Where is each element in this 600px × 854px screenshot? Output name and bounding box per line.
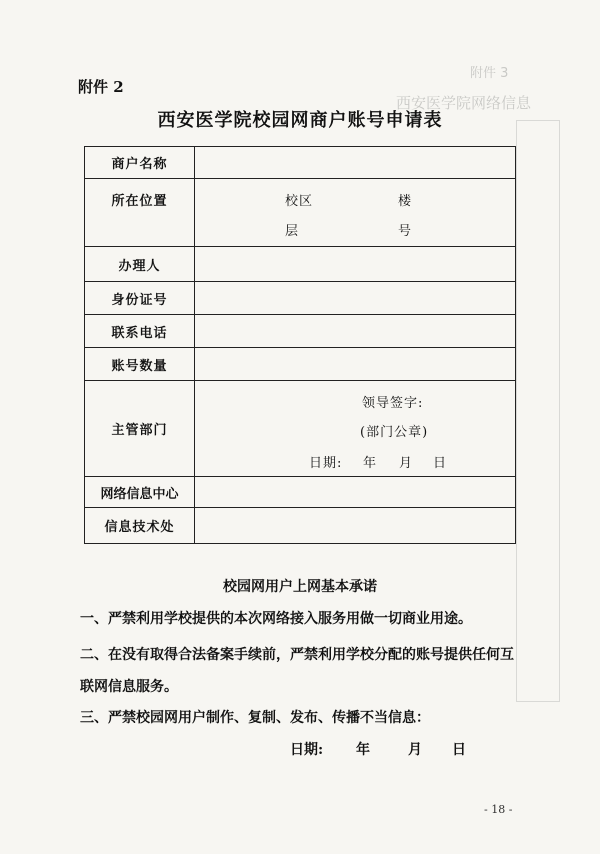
it-department-field[interactable] <box>195 508 516 544</box>
table-row <box>85 477 516 508</box>
page-title: 西安医学院校园网商户账号申请表 <box>157 110 443 131</box>
bleed-through-annex: 附件 3 <box>470 66 509 81</box>
application-form-table <box>84 146 516 544</box>
phone-field[interactable] <box>195 315 516 348</box>
signature-year-label: 年 <box>356 742 370 758</box>
handler-label: 办理人 <box>85 247 195 282</box>
department-label: 主管部门 <box>85 381 195 477</box>
building-label: 楼 <box>398 194 413 209</box>
account-count-label: 账号数量 <box>85 348 195 381</box>
annex-label: 附件 2 <box>78 78 124 96</box>
month-label: 月 <box>399 456 414 471</box>
date-label: 日期: <box>309 456 343 471</box>
floor-label: 层 <box>285 224 300 239</box>
location-field[interactable] <box>195 179 516 247</box>
table-row <box>85 179 516 247</box>
merchant-name-label: 商户名称 <box>85 147 195 179</box>
account-count-field[interactable] <box>195 348 516 381</box>
pledge-item-1: 一、严禁利用学校提供的本次网络接入服务用做一切商业用途。 <box>80 611 472 627</box>
leader-signature-label: 领导签字: <box>362 396 424 411</box>
room-label: 号 <box>398 224 413 239</box>
handler-field[interactable] <box>195 247 516 282</box>
bleed-through-title: 西安医学院网络信息 <box>396 94 532 112</box>
it-department-label: 信息技术处 <box>85 508 195 544</box>
pledge-item-3: 三、严禁校园网用户制作、复制、发布、传播不当信息： <box>80 710 430 726</box>
table-row <box>85 508 516 544</box>
table-row <box>85 247 516 282</box>
signature-month-label: 月 <box>408 742 422 758</box>
signature-date-label: 日期: <box>290 742 324 758</box>
table-row <box>85 147 516 179</box>
location-label: 所在位置 <box>85 179 195 247</box>
pledge-title: 校园网用户上网基本承诺 <box>223 579 377 595</box>
department-approval-field[interactable] <box>195 381 516 477</box>
day-label: 日 <box>433 456 448 471</box>
network-center-field[interactable] <box>195 477 516 508</box>
id-number-label: 身份证号 <box>85 282 195 315</box>
phone-label: 联系电话 <box>85 315 195 348</box>
pledge-item-2-line-2: 联网信息服务。 <box>80 679 178 695</box>
network-center-label: 网络信息中心 <box>85 477 195 508</box>
id-number-field[interactable] <box>195 282 516 315</box>
campus-label: 校区 <box>285 194 314 209</box>
table-row <box>85 381 516 477</box>
dept-seal-label: (部门公章) <box>360 425 429 440</box>
pledge-item-2-line-1: 二、在没有取得合法备案手续前，严禁利用学校分配的账号提供任何互 <box>80 647 514 663</box>
table-row <box>85 315 516 348</box>
page-number: - 18 - <box>484 803 513 816</box>
table-row <box>85 282 516 315</box>
year-label: 年 <box>363 456 378 471</box>
signature-day-label: 日 <box>452 742 466 758</box>
merchant-name-field[interactable] <box>195 147 516 179</box>
table-row <box>85 348 516 381</box>
